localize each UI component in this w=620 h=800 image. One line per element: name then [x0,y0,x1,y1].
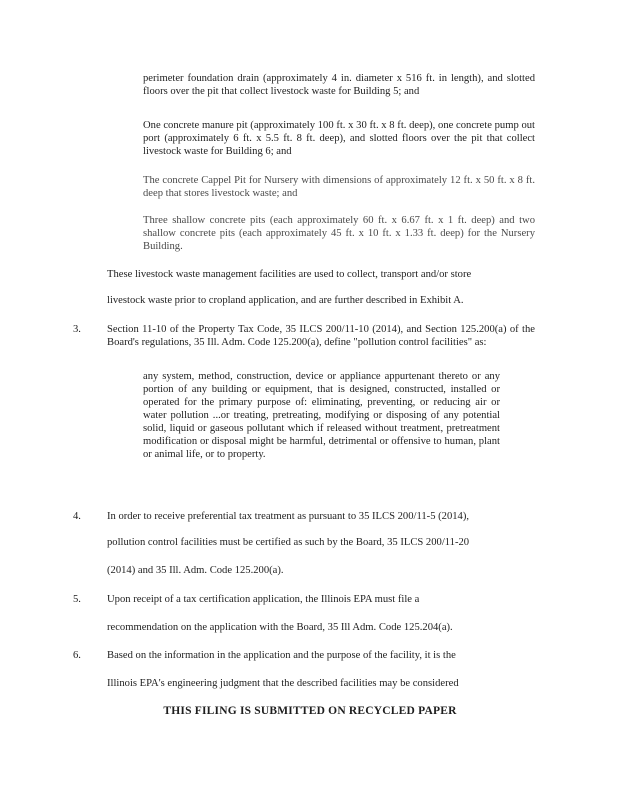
paragraph-4-line-1: In order to receive preferential tax treatment as pursuant to 35 ILCS 200/11-5 (2014), [107,511,470,522]
paragraph-6-line-1: Based on the information in the application and the purpose of the facility, it is the [107,650,456,661]
paragraph-6-line-2: Illinois EPA's engineering judgment that the described facilities may be considered [107,678,459,689]
sub-item-nursery-pits: Three shallow concrete pits (each approximately 60 ft. x 6.67 ft. x 1 ft. deep) and two shallow concrete pits (each approximately 45 ft. x 10 ft. x 1.33 ft. deep) for the Nursery Building. [143,215,535,252]
paragraph-5-line-1: Upon receipt of a tax certification application, the Illinois EPA must file a [107,594,420,605]
paragraph-4-number: 4. [73,511,81,522]
summary-line-1: These livestock waste management facilities are used to collect, transport and/or store [107,269,472,280]
summary-line-2: livestock waste prior to cropland application, and are further described in Exhibit A. [107,295,464,306]
recycled-paper-footer: THIS FILING IS SUBMITTED ON RECYCLED PAPER [163,705,457,717]
paragraph-3-quote: any system, method, construction, device or appliance appurtenant thereto or any portion of any building or equipment, that is designed, constructed, installed or operated for the primary purpose of: eliminating, preventing, or reducing air or water pollution ...or treating, pretreating, modifying or disposing of any potential solid, liquid or gaseous pollutant which if released without treatment, pretreatment modification or disposal might be harmful, detrimental or offensive to human, plant or animal life, or to property. [143,371,500,460]
sub-item-building-5: perimeter foundation drain (approximately 4 in. diameter x 516 ft. in length), and slotted floors over the pit that collect livestock waste for Building 5; and [143,73,535,97]
paragraph-4-line-3: (2014) and 35 Ill. Adm. Code 125.200(a). [107,565,284,576]
sub-item-building-6: One concrete manure pit (approximately 100 ft. x 30 ft. x 8 ft. deep), one concrete pump out port (approximately 6 ft. x 5.5 ft. 8 ft. deep), and slotted floors over the pit that collect livestock waste for Building 6; and [143,120,535,157]
paragraph-5-number: 5. [73,594,81,605]
paragraph-4-line-2: pollution control facilities must be certified as such by the Board, 35 ILCS 200/11-20 [107,537,470,548]
sub-item-cappel-pit: The concrete Cappel Pit for Nursery with dimensions of approximately 12 ft. x 50 ft. x 8 ft. deep that stores livestock waste; and [143,175,535,199]
paragraph-3-text: Section 11-10 of the Property Tax Code, 35 ILCS 200/11-10 (2014), and Section 125.200(a) of the Board's regulations, 35 Ill. Adm. Code 125.200(a), define "pollution control facilities" as: [107,324,535,348]
paragraph-5-line-2: recommendation on the application with the Board, 35 Ill Adm. Code 125.204(a). [107,622,453,633]
paragraph-6-number: 6. [73,650,81,661]
paragraph-3-number: 3. [73,324,81,335]
